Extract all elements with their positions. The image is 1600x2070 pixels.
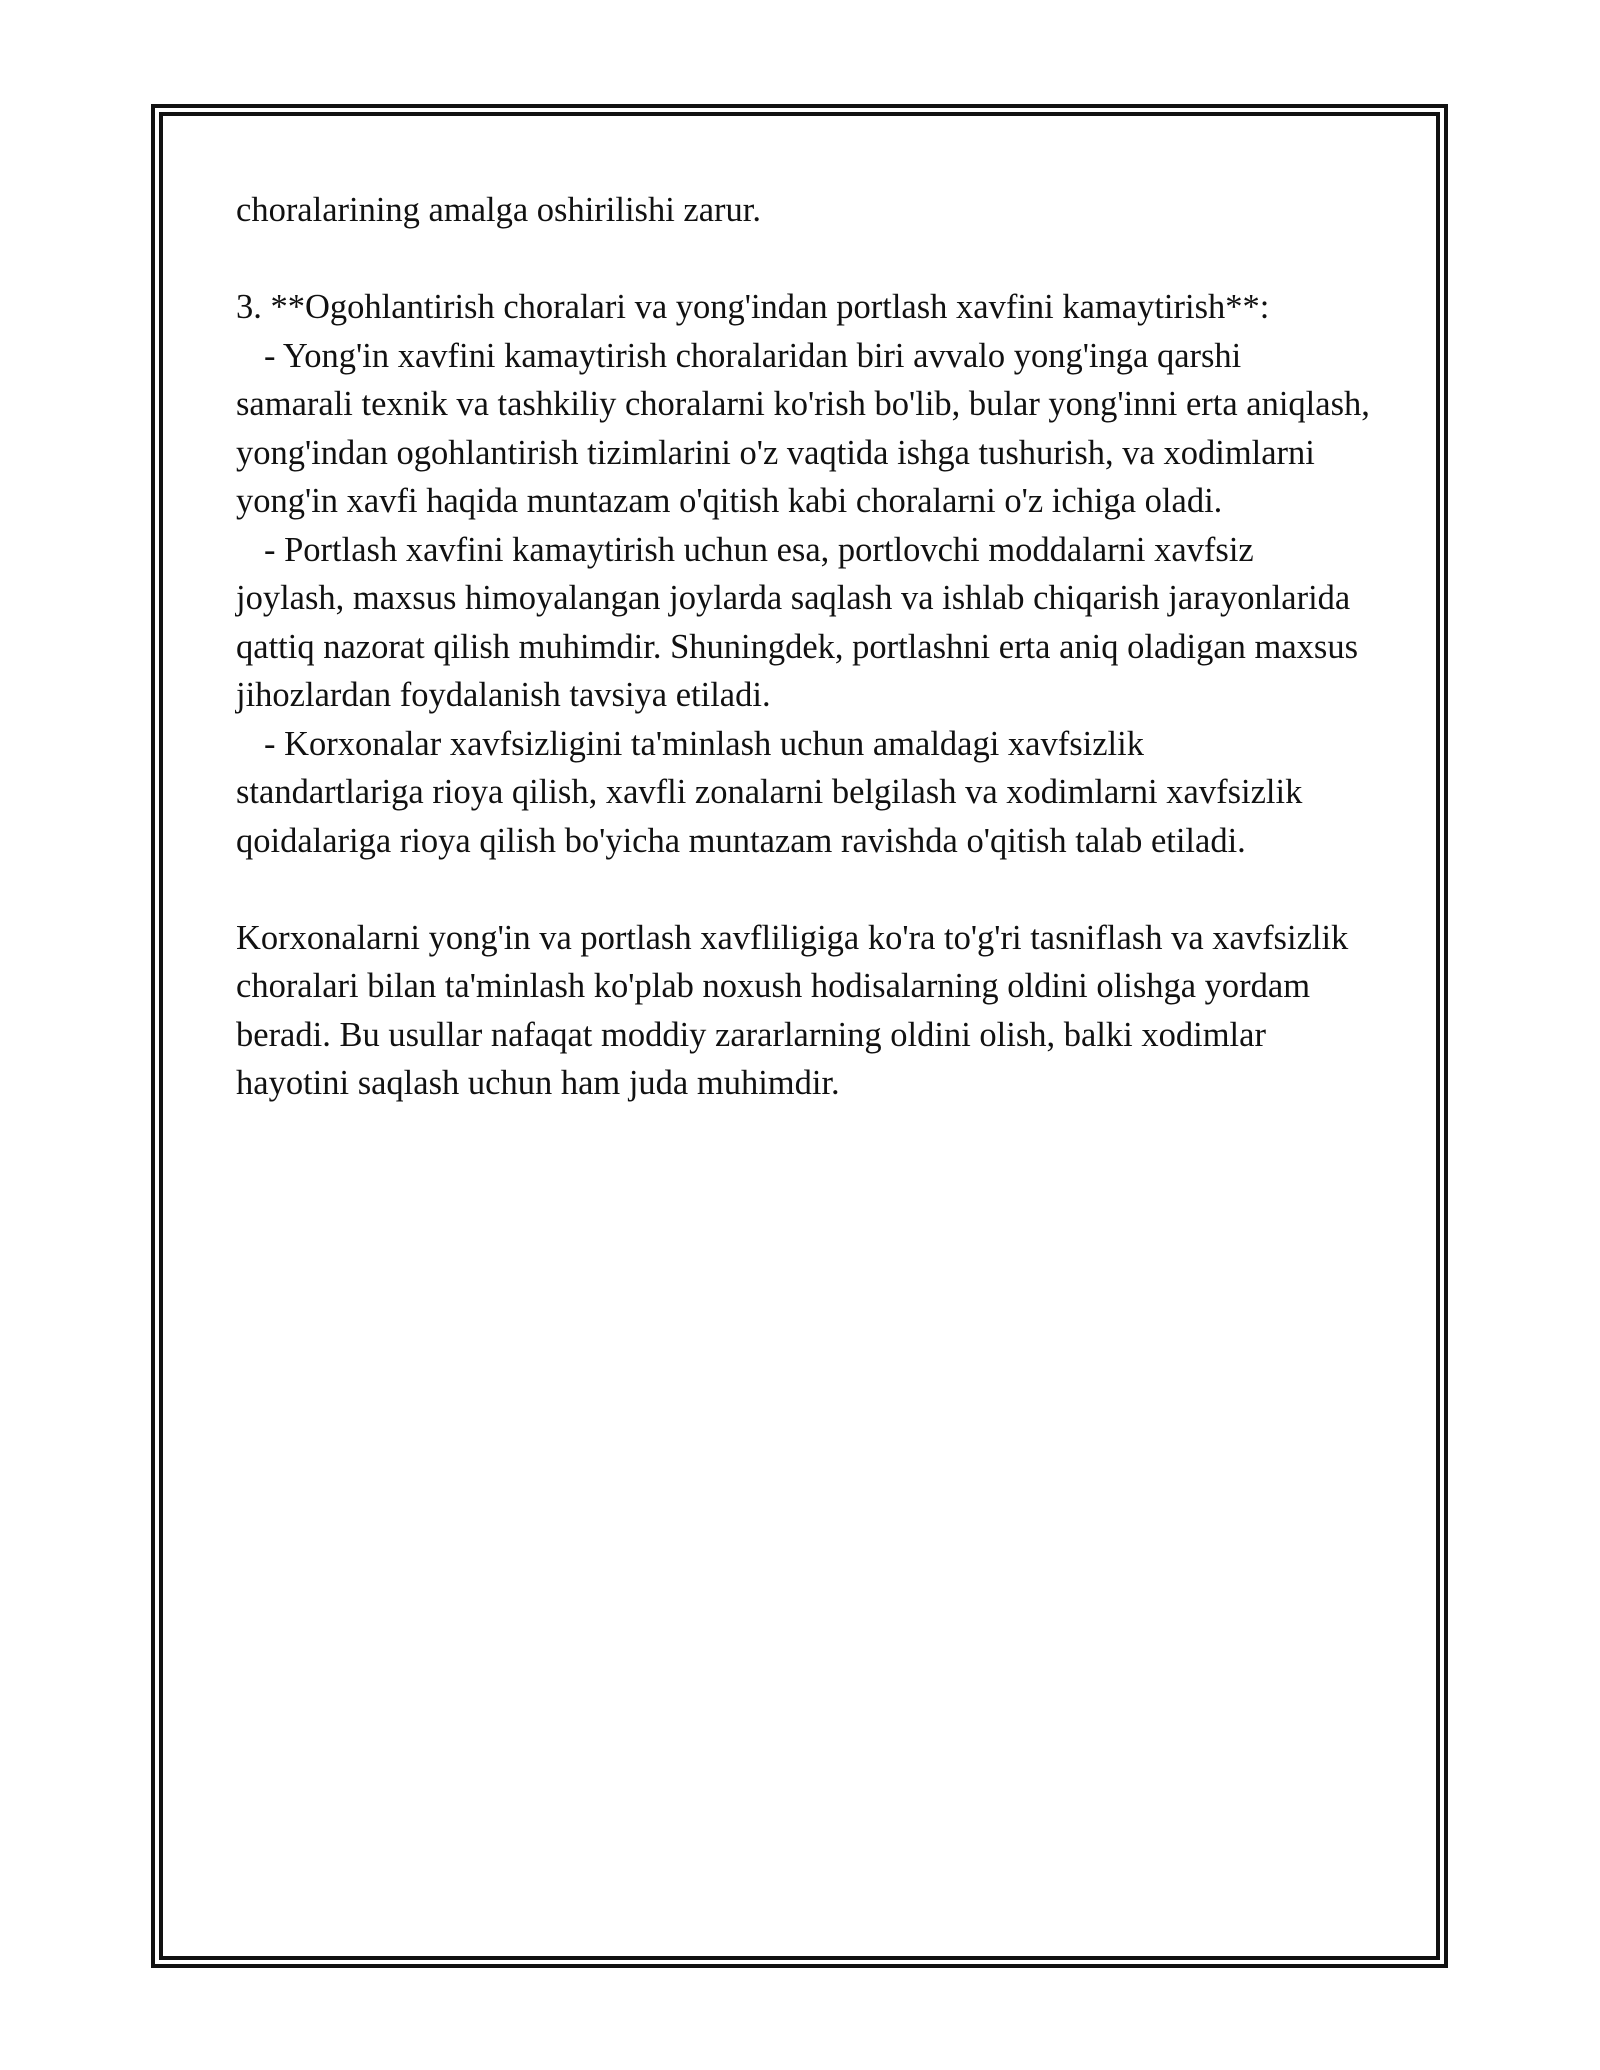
bullet-fire-rest: samarali texnik va tashkiliy choralarni ko'rish bo'lib, bular yong'inni erta aniqlash, yong'indan ogohlantirish tizimlarini o'z vaqtida ishga tushurish, va xodimlarni yong'in xavfi haqida muntazam o'qitish kabi choralarni o'z ichiga oladi.	[236, 385, 1370, 520]
paragraph-gap	[236, 865, 1376, 914]
bullet-explosion-rest: joylash, maxsus himoyalangan joylarda saqlash va ishlab chiqarish jarayonlarida qattiq nazorat qilish muhimdir. Shuningdek, portlashni erta aniq oladigan maxsus jihozlardan foydalanish tavsiya etiladi.	[236, 579, 1359, 714]
paragraph-continuation: choralarining amalga oshirilishi zarur.	[236, 191, 761, 229]
bullet-safety-first-line: - Korxonalar xavfsizligini ta'minlash uchun amaldagi xavfsizlik	[264, 724, 1144, 763]
conclusion-paragraph: Korxonalarni yong'in va portlash xavfliligiga ko'ra to'g'ri tasniflash va xavfsizlik choralari bilan ta'minlash ko'plab noxush hodisalarning oldini olishga yordam beradi. Bu usullar nafaqat moddiy zararlarning oldini olish, balki xodimlar hayotini saqlash uchun ham juda muhimdir.	[236, 918, 1349, 1102]
bullet-explosion-first-line: - Portlash xavfini kamaytirish uchun esa, portlovchi moddalarni xavfsiz	[264, 530, 1254, 569]
bullet-fire-first-line: - Yong'in xavfini kamaytirish choralaridan biri avvalo yong'inga qarshi	[264, 336, 1242, 375]
paragraph-gap	[236, 235, 1376, 284]
document-body	[236, 186, 1376, 1108]
section-heading: 3. **Ogohlantirish choralari va yong'indan portlash xavfini kamaytirish**:	[236, 288, 1270, 326]
bullet-safety-rest: standartlariga rioya qilish, xavfli zonalarni belgilash va xodimlarni xavfsizlik qoidalariga rioya qilish bo'yicha muntazam ravishda o'qitish talab etiladi.	[236, 773, 1303, 860]
